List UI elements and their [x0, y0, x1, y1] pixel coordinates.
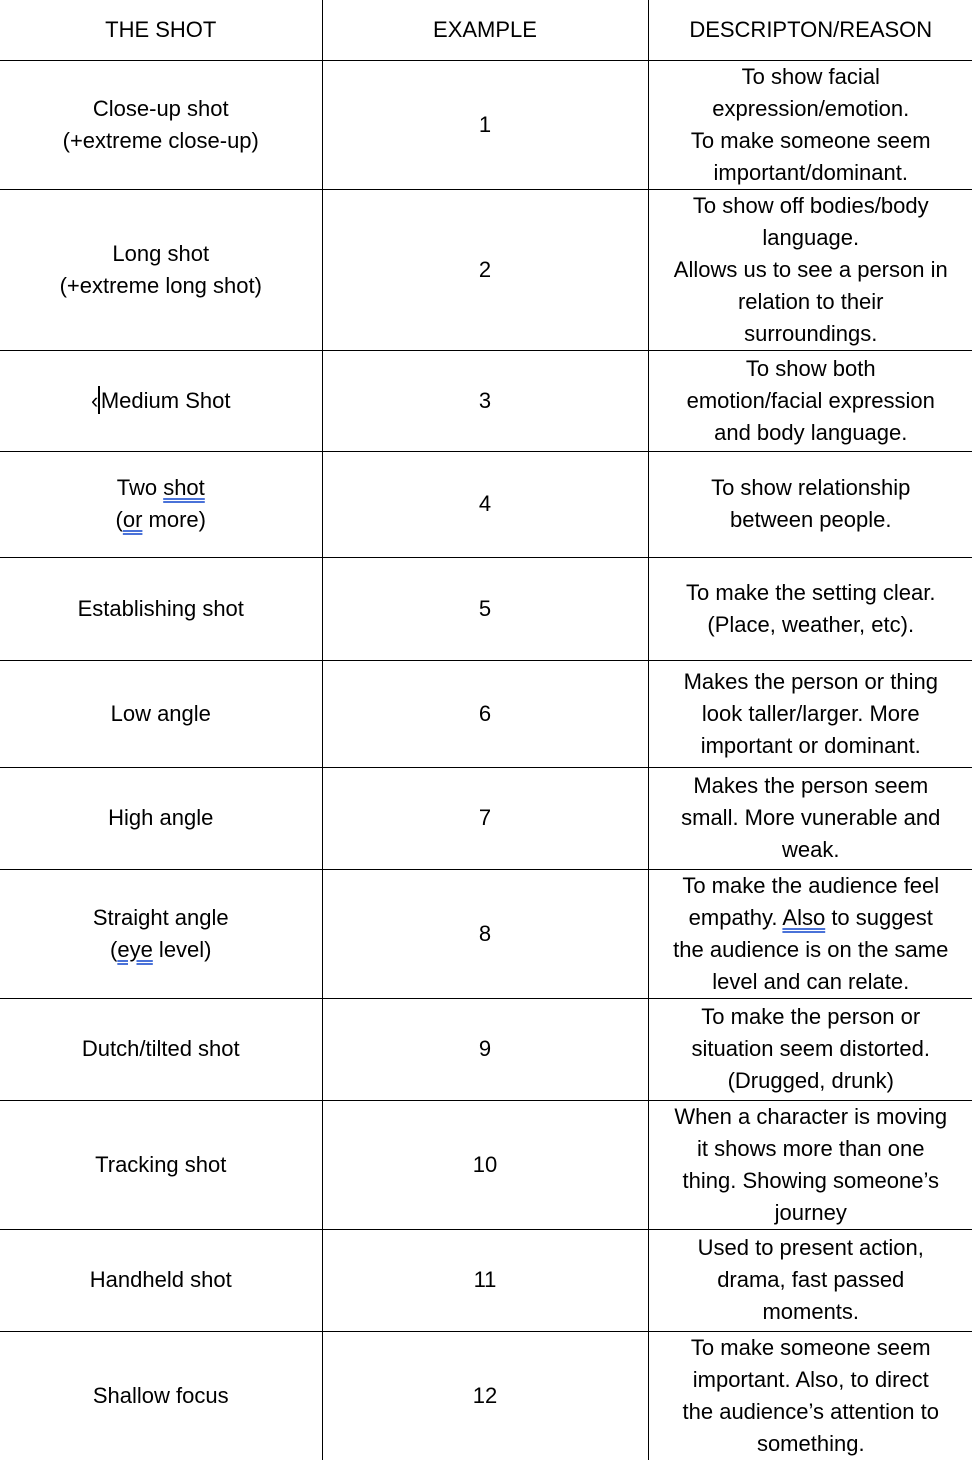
- description-line: Used to present action,: [697, 1235, 924, 1260]
- description-cell[interactable]: [648, 767, 972, 869]
- description-line: To show facial: [741, 63, 880, 89]
- description-line: between people.: [730, 507, 892, 532]
- description-line: drama, fast passed: [717, 1267, 905, 1292]
- description-line: To show relationship: [711, 475, 911, 500]
- shot-cell[interactable]: [0, 869, 322, 998]
- description-line: emotion/facial expression: [686, 387, 935, 413]
- table-row: [0, 60, 972, 189]
- description-line: expression/emotion.: [712, 95, 910, 121]
- shot-name: Dutch/tilted shot: [81, 1036, 240, 1061]
- description-cell[interactable]: [648, 1229, 972, 1331]
- description-cell[interactable]: [648, 557, 972, 660]
- shot-cell[interactable]: [0, 767, 322, 869]
- description-cell[interactable]: [648, 998, 972, 1100]
- shot-cell[interactable]: [0, 451, 322, 557]
- table-row: [0, 1331, 972, 1460]
- table-row: [0, 557, 972, 660]
- description-line: the audience’s attention to: [682, 1398, 939, 1424]
- description-line: moments.: [762, 1299, 860, 1324]
- description-cell[interactable]: [648, 60, 972, 189]
- table-row: [0, 1229, 972, 1331]
- description-line: journey: [774, 1199, 847, 1225]
- table-row: [0, 660, 972, 767]
- description-line: small. More vunerable and: [681, 805, 941, 830]
- header-the-shot: THE SHOT: [0, 0, 322, 60]
- example-cell[interactable]: 2: [322, 189, 648, 350]
- description-line: look taller/larger. More: [701, 700, 920, 726]
- description-line: Makes the person or thing: [683, 668, 938, 694]
- table-row: [0, 998, 972, 1100]
- text-cursor: [98, 386, 100, 414]
- table-row: [0, 767, 972, 869]
- shot-name: [6, 472, 316, 504]
- shot-note-text: (: [115, 507, 123, 532]
- shot-note: (+extreme close-up): [62, 127, 259, 153]
- example-cell[interactable]: 3: [322, 350, 648, 451]
- description-line: To make the audience feel: [682, 872, 940, 898]
- description-line: surroundings.: [744, 320, 878, 346]
- shot-name: Medium Shot: [100, 387, 231, 413]
- description-line: important/dominant.: [713, 159, 908, 185]
- shot-name: Close-up shot: [92, 95, 229, 121]
- shot-name: Straight angle: [92, 904, 229, 930]
- example-cell[interactable]: 12: [322, 1331, 648, 1460]
- example-cell[interactable]: 9: [322, 998, 648, 1100]
- description-line: relation to their: [737, 288, 884, 314]
- description-text: empathy.: [688, 904, 783, 930]
- spellcheck-underlined-word: or: [122, 507, 143, 532]
- description-line: To make someone seem: [690, 1334, 931, 1360]
- example-cell[interactable]: 4: [322, 451, 648, 557]
- description-line: it shows more than one: [697, 1135, 925, 1161]
- description-cell[interactable]: [648, 869, 972, 998]
- description-line: To make the setting clear.: [686, 579, 936, 605]
- description-cell[interactable]: [648, 451, 972, 557]
- description-cell[interactable]: [648, 660, 972, 767]
- example-cell[interactable]: 6: [322, 660, 648, 767]
- description-line: weak.: [782, 837, 840, 862]
- example-cell[interactable]: 11: [322, 1229, 648, 1331]
- shot-note: (+extreme long shot): [59, 272, 262, 298]
- shot-cell[interactable]: [0, 1100, 322, 1229]
- shot-cell[interactable]: [0, 1331, 322, 1460]
- shot-name: Long shot: [112, 240, 210, 266]
- shot-note: [6, 934, 316, 966]
- example-cell[interactable]: 10: [322, 1100, 648, 1229]
- description-line: thing. Showing someone’s: [682, 1167, 939, 1193]
- shot-note-text: level): [152, 936, 212, 962]
- table-row: [0, 1100, 972, 1229]
- description-cell[interactable]: [648, 350, 972, 451]
- description-cell[interactable]: [648, 1331, 972, 1460]
- shot-note-text: more): [142, 507, 206, 532]
- description-cell[interactable]: [648, 189, 972, 350]
- shot-name-text: Two: [116, 475, 164, 500]
- description-line: important. Also, to direct: [692, 1366, 929, 1392]
- spellcheck-underlined-word: shot: [163, 475, 205, 500]
- table-row: [0, 350, 972, 451]
- description-line: When a character is moving: [674, 1103, 948, 1129]
- description-line: [655, 902, 968, 934]
- description-line: Allows us to see a person in: [673, 256, 948, 282]
- table-row: [0, 451, 972, 557]
- shot-name: High angle: [108, 805, 214, 830]
- shot-cell[interactable]: [0, 557, 322, 660]
- description-line: language.: [762, 224, 860, 250]
- table-row: [0, 869, 972, 998]
- spellcheck-underlined-word: Also: [782, 904, 826, 930]
- description-line: something.: [756, 1430, 865, 1456]
- example-cell[interactable]: 7: [322, 767, 648, 869]
- description-line: To make the person or: [701, 1004, 921, 1029]
- shot-cell[interactable]: [0, 189, 322, 350]
- description-line: To make someone seem: [690, 127, 931, 153]
- shot-name: Low angle: [110, 700, 211, 726]
- shot-name: Tracking shot: [95, 1151, 227, 1177]
- stray-glyph: ‹: [91, 387, 99, 413]
- description-line: situation seem distorted.: [691, 1036, 930, 1061]
- description-text: to suggest: [825, 904, 933, 930]
- description-line: level and can relate.: [712, 968, 910, 994]
- description-cell[interactable]: [648, 1100, 972, 1229]
- description-line: (Place, weather, etc).: [707, 611, 915, 637]
- shot-cell[interactable]: [0, 998, 322, 1100]
- shot-name: Shallow focus: [92, 1382, 229, 1408]
- example-cell[interactable]: 8: [322, 869, 648, 998]
- description-line: and body language.: [714, 419, 908, 445]
- description-line: important or dominant.: [700, 732, 921, 758]
- shot-cell[interactable]: [0, 660, 322, 767]
- shot-name: Handheld shot: [89, 1267, 232, 1292]
- shot-note: [6, 504, 316, 536]
- shot-cell[interactable]: [0, 60, 322, 189]
- header-row: [0, 0, 972, 60]
- description-line: To show off bodies/body: [692, 192, 929, 218]
- example-cell[interactable]: 5: [322, 557, 648, 660]
- example-cell[interactable]: 1: [322, 60, 648, 189]
- shot-note-text: (: [110, 936, 118, 962]
- description-line: the audience is on the same: [673, 936, 949, 962]
- table-row: [0, 189, 972, 350]
- spellcheck-underlined-word: eye: [117, 936, 153, 962]
- shot-cell[interactable]: [0, 1229, 322, 1331]
- description-line: Makes the person seem: [693, 773, 929, 798]
- description-line: To show both: [745, 355, 876, 381]
- description-line: (Drugged, drunk): [727, 1068, 894, 1093]
- header-description: DESCRIPTON/REASON: [648, 0, 972, 60]
- shot-cell[interactable]: [0, 350, 322, 451]
- header-example: EXAMPLE: [322, 0, 648, 60]
- shot-name: Establishing shot: [77, 595, 244, 621]
